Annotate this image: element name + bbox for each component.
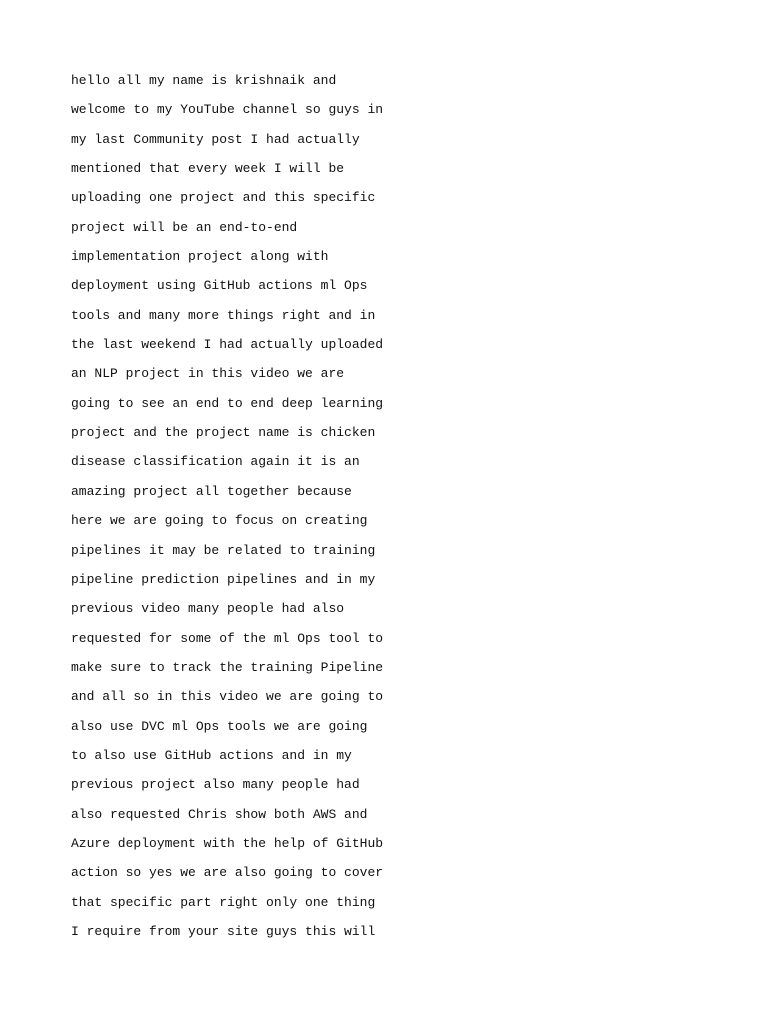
text-line: tools and many more things right and in <box>71 307 376 323</box>
text-line: implementation project along with <box>71 249 329 265</box>
text-line: project will be an end-to-end <box>71 219 298 235</box>
transcript-text <box>71 66 383 946</box>
text-line: make sure to track the training Pipeline <box>71 659 384 675</box>
text-line: previous video many people had also <box>71 601 345 617</box>
text-line: previous project also many people had <box>71 777 360 793</box>
text-line: here we are going to focus on creating <box>71 513 368 529</box>
text-line: disease classification again it is an <box>71 454 360 470</box>
text-line: deployment using GitHub actions ml Ops <box>71 278 368 294</box>
text-line: welcome to my YouTube channel so guys in <box>71 102 384 118</box>
text-line: Azure deployment with the help of GitHub <box>71 835 384 851</box>
text-line: amazing project all together because <box>71 483 352 499</box>
text-line: requested for some of the ml Ops tool to <box>71 630 384 646</box>
text-line: an NLP project in this video we are <box>71 366 345 382</box>
text-line: I require from your site guys this will <box>71 923 376 939</box>
text-line: pipelines it may be related to training <box>71 542 376 558</box>
text-line: uploading one project and this specific <box>71 190 376 206</box>
text-line: my last Community post I had actually <box>71 131 360 147</box>
text-line: going to see an end to end deep learning <box>71 395 384 411</box>
text-line: also use DVC ml Ops tools we are going <box>71 718 368 734</box>
text-line: the last weekend I had actually uploaded <box>71 337 384 353</box>
text-line: that specific part right only one thing <box>71 894 376 910</box>
text-line: to also use GitHub actions and in my <box>71 747 352 763</box>
text-line: and all so in this video we are going to <box>71 689 384 705</box>
text-line: mentioned that every week I will be <box>71 161 345 177</box>
text-line: action so yes we are also going to cover <box>71 865 384 881</box>
text-line: also requested Chris show both AWS and <box>71 806 368 822</box>
text-line: hello all my name is krishnaik and <box>71 73 337 88</box>
text-line: pipeline prediction pipelines and in my <box>71 571 376 587</box>
text-line: project and the project name is chicken <box>71 425 376 441</box>
